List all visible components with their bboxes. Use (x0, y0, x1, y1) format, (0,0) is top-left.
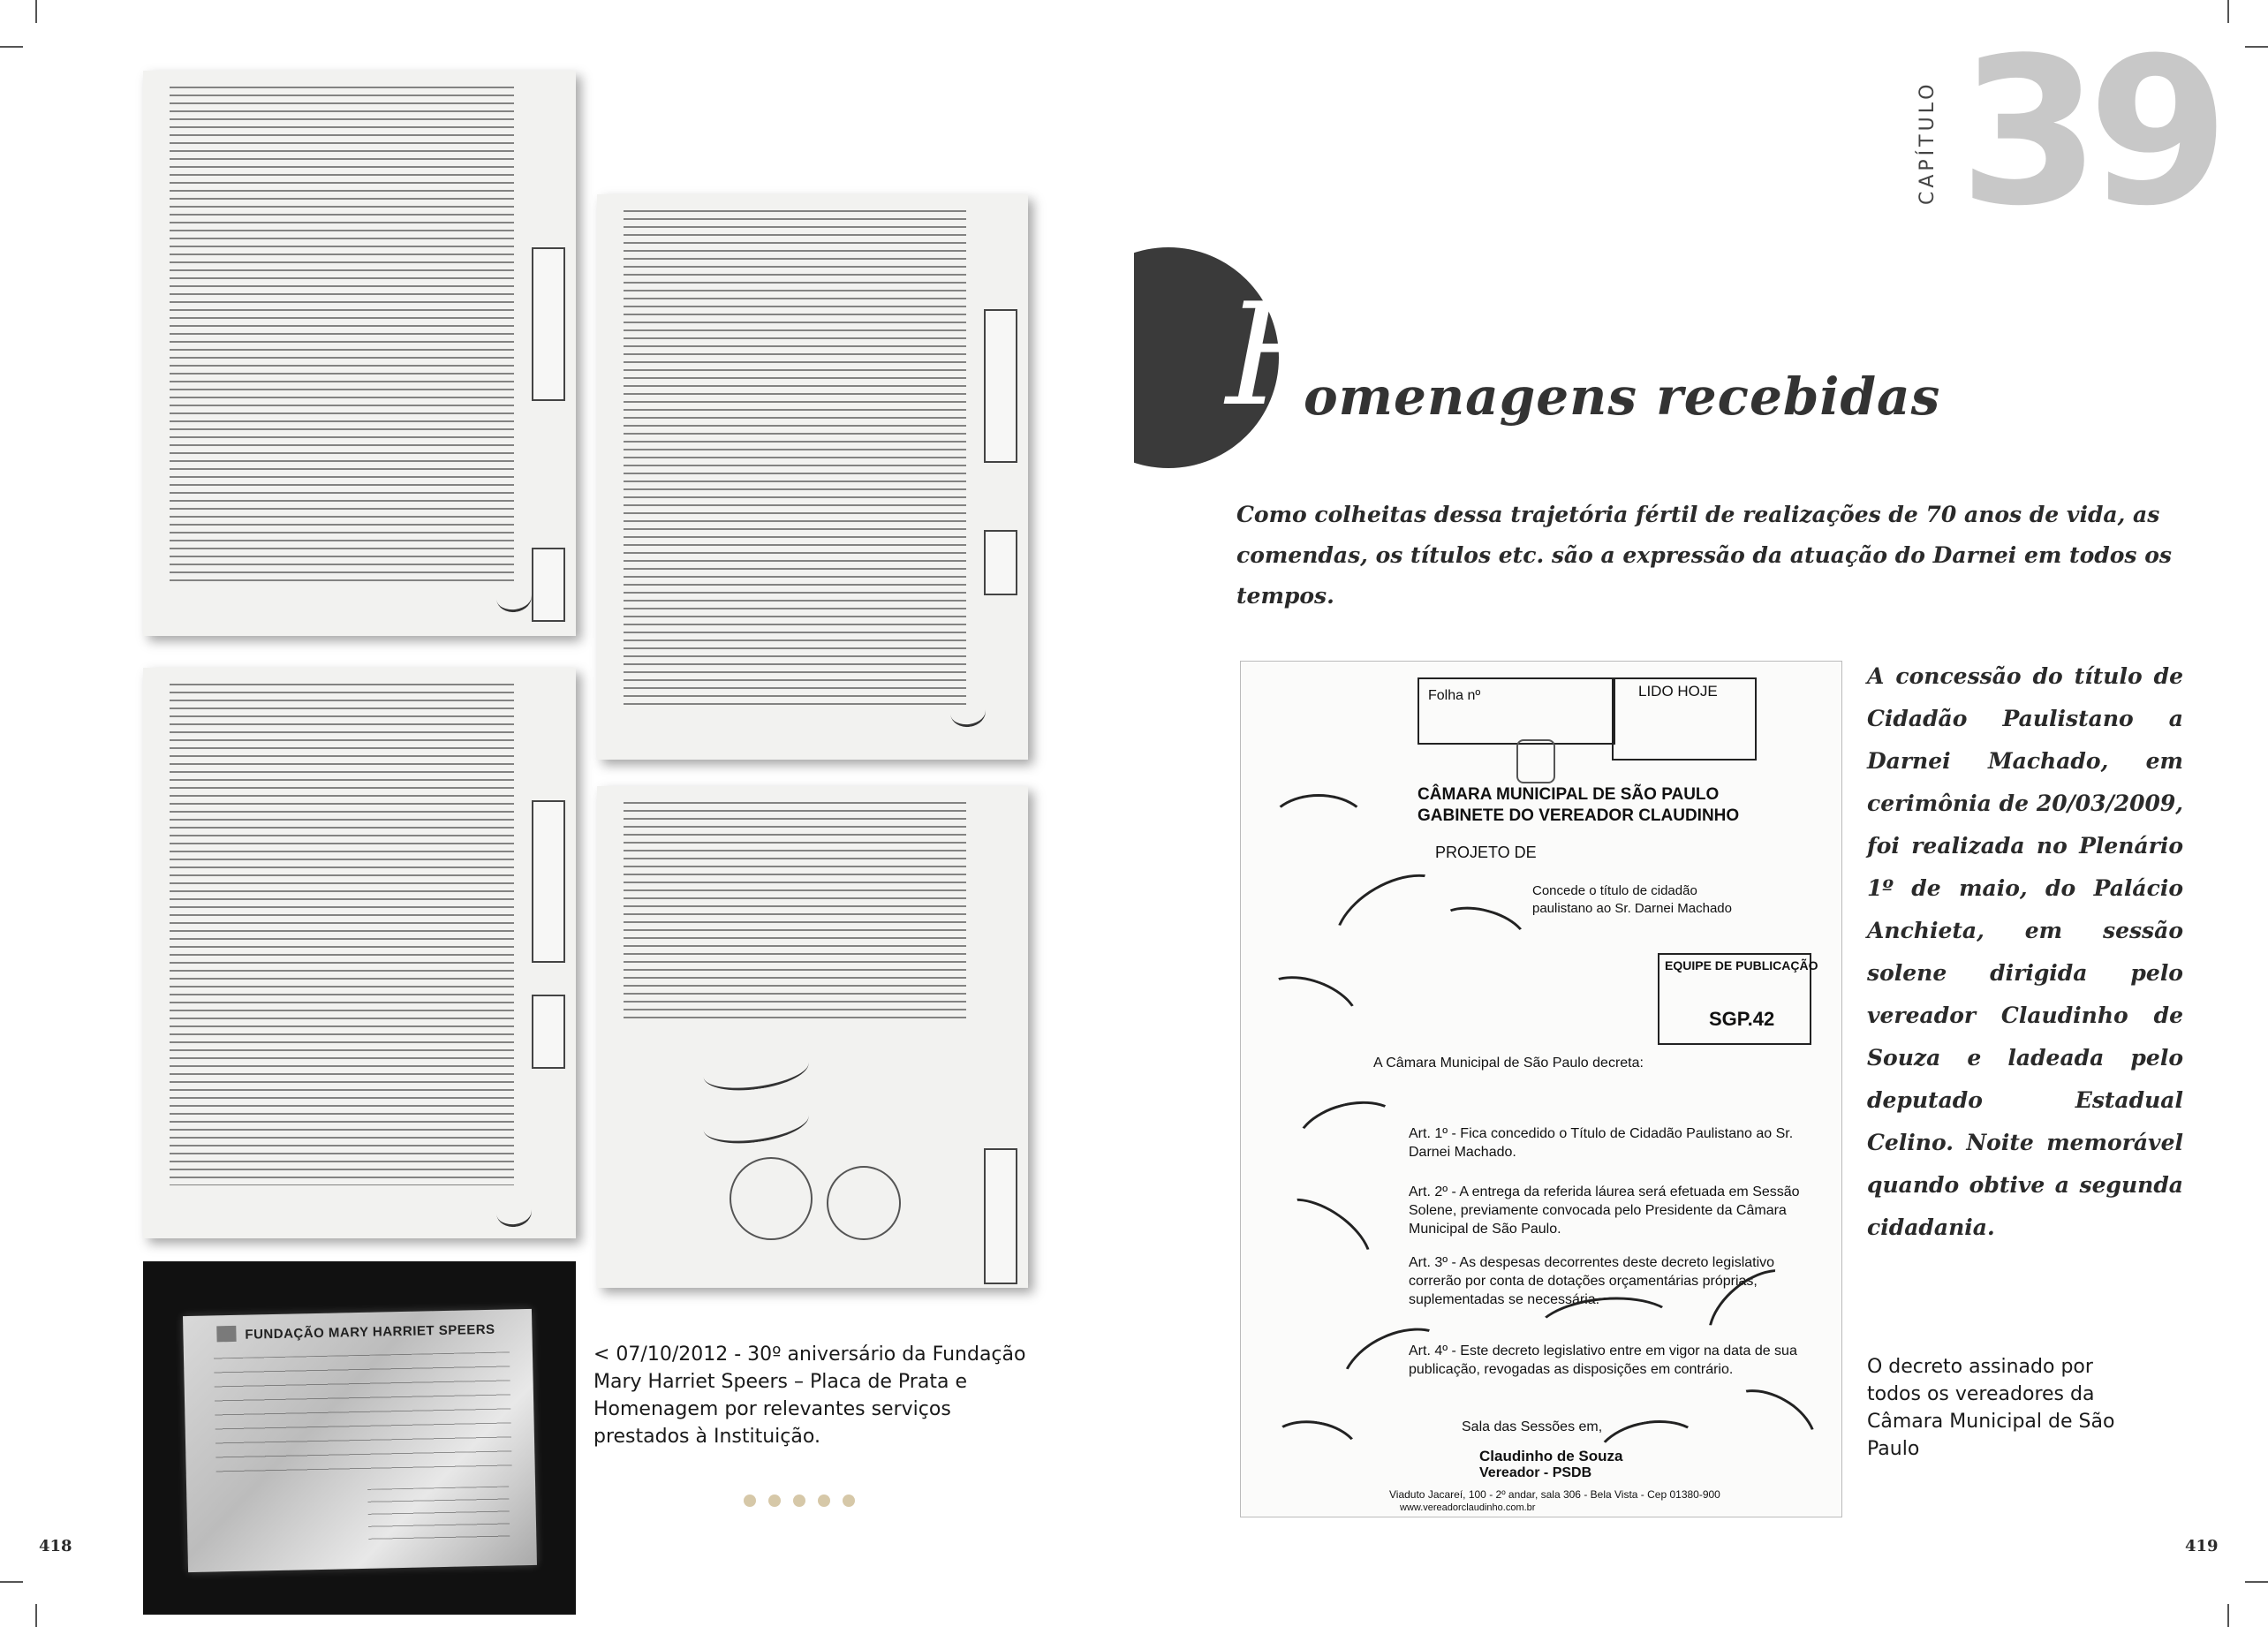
equipe-label: EQUIPE DE PUBLICAÇÃO (1665, 958, 1818, 972)
stamp-mark (984, 309, 1017, 463)
plaque-title: FUNDAÇÃO MARY HARRIET SPEERS (245, 1321, 495, 1343)
signature-mark (1260, 1183, 1385, 1294)
projeto-label: PROJETO DE (1435, 844, 1537, 861)
signer-name: Claudinho de Souza (1479, 1448, 1623, 1464)
stamp-mark (532, 247, 565, 401)
crop-mark (35, 1604, 37, 1627)
decree-preamble: A Câmara Municipal de São Paulo decreta: (1373, 1056, 1644, 1071)
crop-mark (2245, 46, 2268, 48)
scanned-document-2 (597, 194, 1028, 760)
signature-mark (495, 1195, 533, 1229)
crop-mark (0, 1581, 23, 1583)
seal-mark (827, 1166, 901, 1240)
seal-mark (730, 1157, 813, 1240)
crop-mark (0, 46, 23, 48)
plaque-signature-block (367, 1486, 510, 1541)
intro-paragraph: Como colheitas dessa trajetória fértil de realizações de 70 anos de vida, as comendas, os títulos etc. são a expressão da atuação do Darnei em todos os tempos. (1236, 502, 2172, 609)
scanned-document-3 (143, 668, 576, 1238)
address-line: Viaduto Jacareí, 100 - 2º andar, sala 306 - Bela Vista - Cep 01380-900 (1389, 1488, 1720, 1501)
city-seal-icon (1516, 739, 1555, 783)
decree-header-1: CÂMARA MUNICIPAL DE SÃO PAULO (1418, 785, 1720, 804)
document-text-lines (624, 210, 966, 707)
signature-mark (1327, 1311, 1469, 1430)
article-1: Art. 1º - Fica concedido o Título de Cidadão Paulistano ao Sr. Darnei Machado. (1409, 1126, 1794, 1160)
signature-mark (1251, 964, 1368, 1054)
scanned-document-1 (143, 71, 576, 636)
decree-caption: O decreto assinado por todos os vereadores da Câmara Municipal de São Paulo (1867, 1356, 2115, 1460)
signature-mark (1267, 794, 1370, 861)
page-number-right: 419 (2185, 1537, 2219, 1555)
plaque-photo (143, 1261, 576, 1615)
crop-mark (2227, 0, 2229, 23)
signature-mark (701, 1097, 812, 1149)
signature-mark (1287, 1090, 1411, 1184)
signature-mark (495, 580, 533, 614)
title-initial: H (1226, 272, 1349, 437)
decree-header-2: GABINETE DO VEREADOR CLAUDINHO (1418, 806, 1740, 825)
decree-summary: Concede o título de cidadão paulistano ao Sr. Darnei Machado (1532, 883, 1732, 916)
sgp-code: SGP.42 (1709, 1008, 1775, 1030)
document-text-lines (624, 802, 966, 1023)
stamp-mark (532, 548, 565, 622)
dot (768, 1495, 781, 1507)
signature-mark (701, 1044, 812, 1096)
folha-label: Folha nº (1428, 688, 1481, 703)
side-paragraph: A concessão do título de Cidadão Paulistano a Darnei Machado, em cerimônia de 20/03/2009, foi realizada no Plenário 1º de maio, do Palácio Anchieta, em sessão solene dirigida pelo vereador Claudinho de Souza e ladeada pelo deputado Estadual Celino. Noite memorável quando obtive a segunda cidadania. (1867, 663, 2183, 1240)
stamp-mark (532, 995, 565, 1069)
crop-mark (2227, 1604, 2229, 1627)
stamp-mark (532, 800, 565, 963)
page-number-left: 418 (39, 1537, 72, 1555)
scanned-document-4 (597, 786, 1028, 1288)
stamp-mark (984, 530, 1017, 595)
silver-plaque (183, 1309, 537, 1572)
decree-scan (1240, 661, 1842, 1517)
site-line: www.vereadorclaudinho.com.br (1400, 1502, 1536, 1513)
signature-mark (1589, 1412, 1710, 1498)
signature-mark (1708, 1373, 1830, 1483)
foundation-logo-icon (216, 1326, 236, 1342)
crop-mark (35, 0, 37, 23)
signer-role: Vereador - PSDB (1479, 1465, 1592, 1480)
signature-mark (1263, 1413, 1365, 1487)
article-4: Art. 4º - Este decreto legislativo entre em vigor na data de sua publicação, revogadas as disposições em contrário. (1409, 1343, 1797, 1377)
dot (818, 1495, 830, 1507)
article-2: Art. 2º - A entrega da referida láurea será efetuada em Sessão Solene, previamente convocada pelo Presidente da Câmara Municipal de São Paulo. (1409, 1184, 1800, 1237)
chapter-number: 39 (1959, 15, 2218, 251)
sala-sessoes: Sala das Sessões em, (1462, 1419, 1603, 1434)
plaque-caption: < 07/10/2012 - 30º aniversário da Fundação Mary Harriet Speers – Placa de Prata e Homenagem por relevantes serviços prestados à Instituição. (593, 1343, 1026, 1448)
document-text-lines (170, 87, 514, 583)
chapter-label: CAPÍTULO (1916, 80, 1939, 205)
dot (843, 1495, 855, 1507)
stamp-mark (984, 1148, 1017, 1284)
crop-mark (2245, 1581, 2268, 1583)
title-disc-mask (1056, 238, 1134, 486)
article-3: Art. 3º - As despesas decorrentes deste decreto legislativo correrão por conta de dotações orçamentárias próprias, suplementadas se necessária. (1409, 1255, 1775, 1307)
decorative-dots (744, 1495, 855, 1507)
lido-hoje: LIDO HOJE (1638, 683, 1718, 700)
dot (793, 1495, 805, 1507)
plaque-engraving (214, 1351, 512, 1481)
dot (744, 1495, 756, 1507)
document-text-lines (170, 684, 514, 1185)
page-title: omenagens recebidas (1304, 367, 1941, 427)
